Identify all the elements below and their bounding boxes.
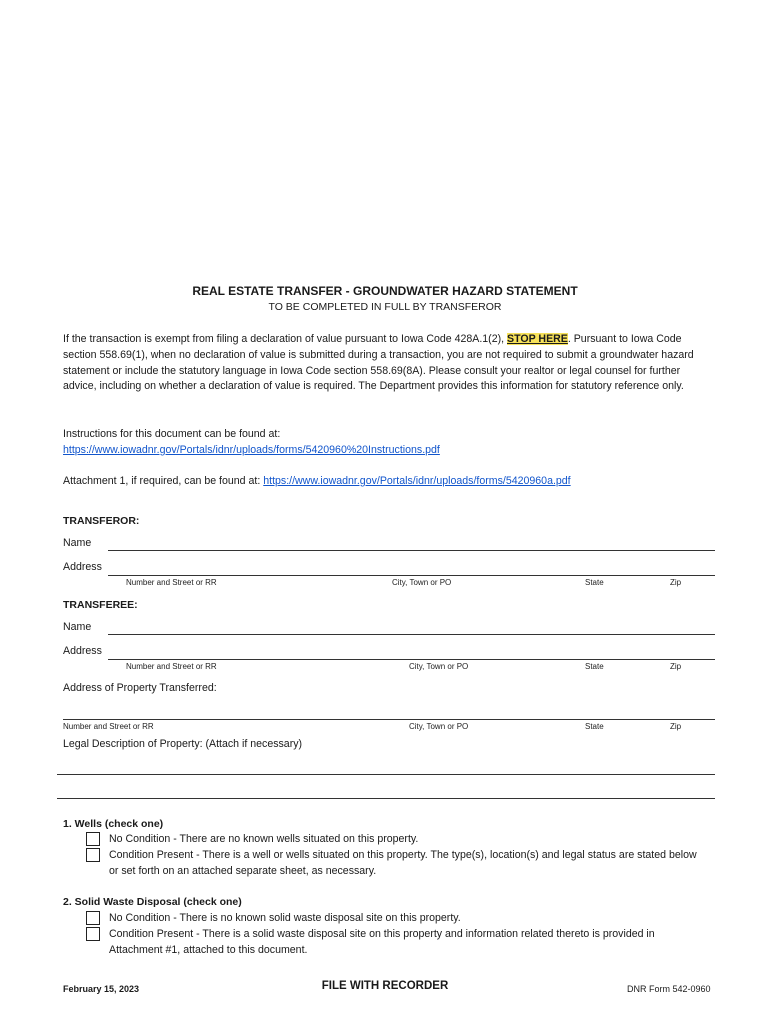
waste-heading: 2. Solid Waste Disposal (check one) (63, 896, 242, 908)
transferee-address-field[interactable] (108, 659, 715, 660)
transferor-sub-city: City, Town or PO (392, 578, 452, 587)
attachment-label: Attachment 1, if required, can be found at: (63, 475, 264, 487)
transferor-address-label: Address (63, 561, 102, 573)
footer-file-with-recorder: FILE WITH RECORDER (321, 980, 449, 992)
property-sub-state: State (585, 722, 604, 731)
waste-no-condition-checkbox[interactable] (86, 911, 100, 925)
property-sub-city: City, Town or PO (409, 722, 469, 731)
legal-description-line-2[interactable] (57, 798, 715, 799)
transferee-name-field[interactable] (108, 634, 715, 635)
waste-no-condition-label: No Condition - There is no known solid waste disposal site on this property. (109, 912, 461, 924)
waste-condition-present-checkbox[interactable] (86, 927, 100, 941)
attachment-link[interactable]: https://www.iowadnr.gov/Portals/idnr/uploads/forms/5420960a.pdf (263, 475, 571, 487)
transferor-heading: TRANSFEROR: (63, 515, 140, 527)
property-sub-street: Number and Street or RR (63, 722, 154, 731)
transferor-sub-zip: Zip (670, 578, 682, 587)
transferee-address-label: Address (63, 645, 102, 657)
property-sub-zip: Zip (670, 722, 682, 731)
transferor-sub-state: State (585, 578, 604, 587)
page-subtitle: TO BE COMPLETED IN FULL BY TRANSFEROR (268, 301, 502, 313)
footer-date: February 15, 2023 (63, 984, 140, 994)
instructions-label: Instructions for this document can be found at: (63, 428, 281, 440)
transferee-heading: TRANSFEREE: (63, 599, 138, 611)
transferee-name-label: Name (63, 621, 92, 633)
waste-condition-present-label: Condition Present - There is a solid waste disposal site on this property and information related thereto is provided in Attachment #1, attached to this document. (109, 928, 655, 956)
instructions-block (63, 427, 713, 459)
property-address-field[interactable] (63, 719, 715, 720)
transferor-name-field[interactable] (108, 550, 715, 551)
property-address-label: Address of Property Transferred: (63, 682, 217, 694)
instructions-link[interactable]: https://www.iowadnr.gov/Portals/idnr/uploads/forms/5420960%20Instructions.pdf (63, 443, 440, 456)
attachment-block (63, 474, 713, 490)
legal-description-label: Legal Description of Property: (Attach if necessary) (63, 738, 303, 750)
wells-condition-present-checkbox[interactable] (86, 848, 100, 862)
legal-description-line-1[interactable] (57, 774, 715, 775)
transferee-sub-city: City, Town or PO (409, 662, 469, 671)
stop-here-highlight: STOP HERE (507, 333, 568, 345)
wells-no-condition-label: No Condition - There are no known wells situated on this property. (109, 833, 419, 845)
transferor-address-field[interactable] (108, 575, 715, 576)
transferee-sub-zip: Zip (670, 662, 682, 671)
intro-paragraph (63, 332, 713, 395)
transferor-name-label: Name (63, 537, 92, 549)
footer-form-number: DNR Form 542-0960 (627, 984, 711, 994)
transferee-sub-street: Number and Street or RR (126, 662, 217, 671)
intro-text-end: . Pursuant to Iowa Code section 558.69(1), when no declaration of value is submitted during a transaction, you are not required to submit a groundwater hazard statement or include the statutory language in Iowa Code section 558.69(8A). Please consult your realtor or legal counsel for further advice, including on whether a declaration of value is required. The Department provides this information for statutory reference only. (63, 333, 694, 393)
wells-condition-present-label: Condition Present - There is a well or wells situated on this property. The type(s), location(s) and legal status are stated below or set forth on an attached separate sheet, as necessary. (109, 849, 697, 877)
intro-text-start: If the transaction is exempt from filing a declaration of value pursuant to Iowa Code 428A.1(2), (63, 333, 508, 345)
wells-no-condition-checkbox[interactable] (86, 832, 100, 846)
transferor-sub-street: Number and Street or RR (126, 578, 217, 587)
page-title: REAL ESTATE TRANSFER - GROUNDWATER HAZARD STATEMENT (192, 284, 578, 298)
transferee-sub-state: State (585, 662, 604, 671)
wells-heading: 1. Wells (check one) (63, 818, 164, 830)
